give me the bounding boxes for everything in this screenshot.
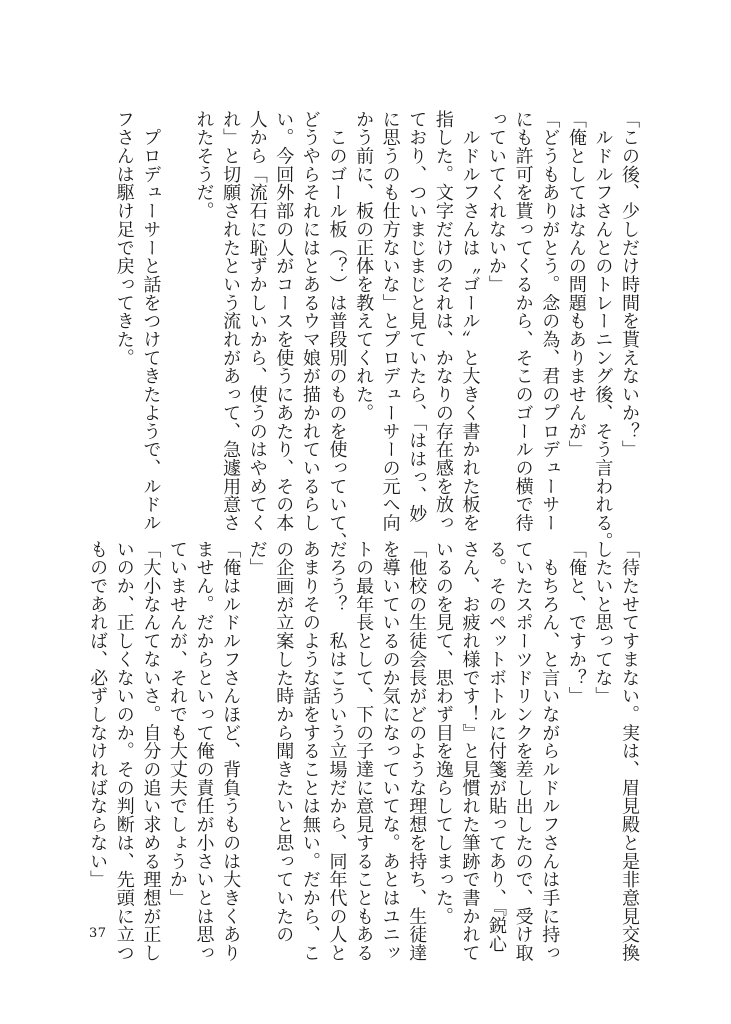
- top_block-line: 「この後、少しだけ時間を貰えないか？」: [619, 110, 640, 459]
- bottom_block-line: を導いているのか気になっていてな。あとはユニッ: [379, 540, 401, 963]
- bottom_block-line: 「俺と、ですか？」: [565, 540, 587, 706]
- top_block-line: れたそうだ。: [193, 110, 215, 221]
- top_block-line: かう前に、板の正体を教えてくれた。: [353, 110, 375, 422]
- top_block-line: 指した。文字だけのそれは、かなりの存在感を放っ: [432, 110, 454, 533]
- top_block-line: 「どうもありがとう。念の為、君のプロデューサー: [539, 110, 561, 533]
- top_block-line: どうやらそれにはとあるウマ娘が描かれているらし: [299, 110, 321, 533]
- bottom_block-line: だろう？ 私はこういう立場だから、同年代の人と: [326, 540, 348, 963]
- bottom_block-line: 「大小なんてないさ。自分の追い求める理想が正し: [140, 540, 162, 963]
- top_block-line: っていてくれないか」: [486, 110, 508, 294]
- top_block-line: に思うのも仕方ないな」とプロデューサーの元へ向: [379, 110, 401, 533]
- top_block-line: 「俺としてはなんの問題もありませんが」: [565, 110, 587, 459]
- bottom_block-line: あまりそのような話をすることは無い。だから、こ: [299, 540, 321, 963]
- bottom_block-line: の企画が立案した時から聞きたいと思っていたの: [273, 540, 295, 944]
- top_block-line: ており、ついまじまじと見ていたら、「ははっ、妙: [406, 110, 428, 524]
- top_block-line: い。今回外部の人がコースを使うにあたり、その本: [273, 110, 295, 533]
- bottom_block-line: いのか、正しくないのか。その判断は、先頭に立つ: [113, 540, 135, 963]
- bottom_block-line: さん、お疲れ様です！』と見慣れた筆跡で書かれて: [459, 540, 481, 963]
- top_block-line: プロデューサーと話をつけてきたようで、ルドル: [140, 110, 162, 533]
- upper-text-block: [110, 110, 642, 551]
- bottom_block-line: したいと思ってな」: [592, 540, 614, 706]
- bottom_block-line: る。そのペットボトルに付箋が貼ってあり、『鋭心: [486, 540, 508, 954]
- top_block-line: れ」と切願されたという流れがあって、急遽用意さ: [220, 110, 242, 533]
- top_block-line: [163, 110, 190, 480]
- top_block-line: ルドルフさんとのトレーニング後、そう言われる。: [592, 110, 614, 551]
- bottom_block-line: いるのを見て、思わず目を逸らしてしまった。: [432, 540, 454, 926]
- bottom_block-line: 「待たせてすまない。実は、眉見殿と是非意見交換: [619, 540, 640, 963]
- bottom_block-line: 「他校の生徒会長がどのような理想を持ち、生徒達: [406, 540, 428, 963]
- bottom_block-line: ません。だからといって俺の責任が小さいとは思っ: [193, 540, 215, 963]
- bottom_block-line: もちろん、と言いながらルドルフさんは手に持っ: [539, 540, 561, 963]
- bottom_block-line: ていたスポーツドリンクを差し出したので、受け取: [512, 540, 534, 963]
- bottom_block-line: だ」: [246, 540, 268, 577]
- bottom_block-line: ていませんが、それでも大丈夫でしょうか」: [166, 540, 188, 907]
- bottom_block-line: トの最年長として、下の子達に意見することもある: [353, 540, 375, 963]
- top_block-line: フさんは駆け足で戻ってきた。: [113, 110, 135, 367]
- page-number: 37: [89, 926, 107, 941]
- top_block-line: このゴール板（？）は普段別のものを使っていて、: [326, 110, 348, 551]
- top_block-line: にも許可を貰ってくるから、そこのゴールの横で待: [512, 110, 534, 533]
- top_block-line: 人から「流石に恥ずかしいから、使うのはやめてく: [246, 110, 268, 533]
- top_block-line: ルドルフさんは〝ゴール〟と大きく書かれた板を: [459, 110, 481, 533]
- bottom_block-line: ものであれば、必ずしなければならない」: [87, 540, 109, 889]
- bottom_block-line: 「俺はルドルフさんほど、背負うものは大きくあり: [220, 540, 242, 963]
